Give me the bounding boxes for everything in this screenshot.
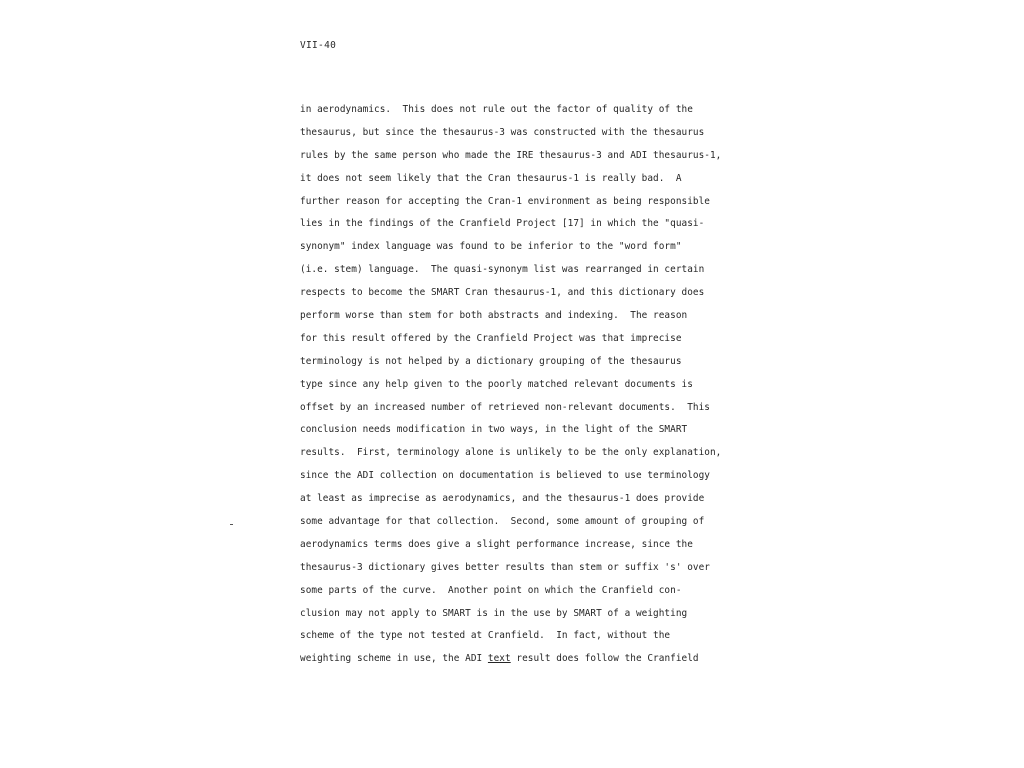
text-line: rules by the same person who made the IRE thesaurus-3 and ADI thesaurus-1, (300, 149, 722, 161)
text-line: thesaurus-3 dictionary gives better results than stem or suffix 's' over (300, 561, 710, 573)
text-line: some parts of the curve. Another point on which the Cranfield con- (300, 584, 682, 596)
text-line: further reason for accepting the Cran-1 environment as being responsible (300, 195, 710, 207)
body-text (300, 102, 722, 674)
text-line: conclusion needs modification in two ways, in the light of the SMART (300, 424, 688, 436)
text-line: since the ADI collection on documentation is believed to use terminology (300, 470, 710, 482)
text-line: in aerodynamics. This does not rule out the factor of quality of the (300, 104, 693, 115)
text-line: results. First, terminology alone is unlikely to be the only explanation, (300, 447, 722, 459)
underlined-word: text (487, 653, 511, 665)
text-line: (i.e. stem) language. The quasi-synonym list was rearranged in certain (300, 264, 705, 276)
text-line: synonym" index language was found to be inferior to the "word form" (300, 241, 682, 253)
text-line: lies in the findings of the Cranfield Project [17] in which the "quasi- (300, 218, 705, 230)
scan-speck (230, 524, 233, 525)
text-line: some advantage for that collection. Second, some amount of grouping of (300, 516, 705, 528)
text-line: aerodynamics terms does give a slight performance increase, since the (300, 538, 693, 550)
text-line: offset by an increased number of retrieved non-relevant documents. This (300, 401, 710, 413)
text-line-last (300, 651, 700, 674)
text-fragment: weighting scheme in use, the ADI (300, 653, 488, 665)
text-line: perform worse than stem for both abstracts and indexing. The reason (300, 310, 688, 322)
text-line: type since any help given to the poorly matched relevant documents is (300, 378, 693, 390)
text-line: scheme of the type not tested at Cranfield. In fact, without the (300, 630, 671, 642)
text-line: clusion may not apply to SMART is in the use by SMART of a weighting (300, 607, 688, 619)
text-line: for this result offered by the Cranfield Project was that imprecise (300, 332, 682, 344)
text-line: thesaurus, but since the thesaurus-3 was constructed with the thesaurus (300, 126, 705, 138)
page-number: VII-40 (300, 40, 337, 51)
text-line: respects to become the SMART Cran thesaurus-1, and this dictionary does (300, 287, 705, 299)
text-line: at least as imprecise as aerodynamics, and the thesaurus-1 does provide (300, 493, 705, 505)
text-line: terminology is not helped by a dictionary grouping of the thesaurus (300, 355, 682, 367)
text-line: it does not seem likely that the Cran thesaurus-1 is really bad. A (300, 172, 682, 184)
text-fragment: result does follow the Cranfield (510, 653, 699, 665)
